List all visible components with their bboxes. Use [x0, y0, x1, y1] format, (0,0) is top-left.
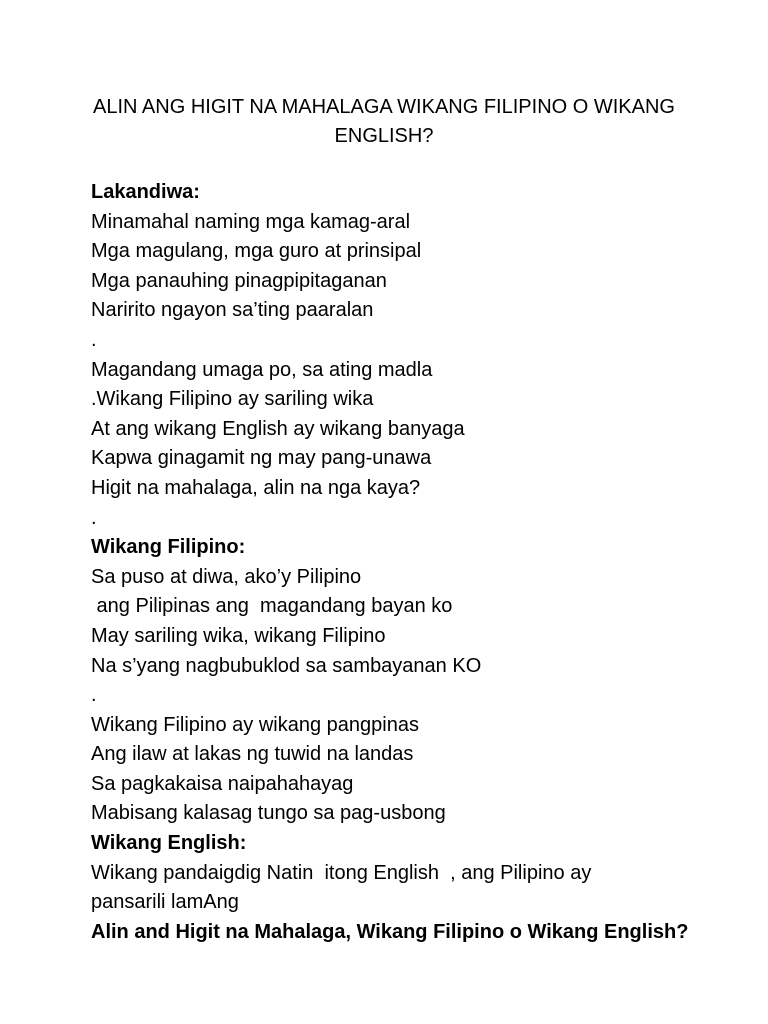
text-line: . [91, 506, 97, 529]
text-line: pansarili lamAng [91, 891, 239, 914]
text-line: Mga magulang, mga guro at prinsipal [91, 240, 422, 263]
text-line: Kapwa ginagamit ng may pang-unawa [91, 447, 432, 470]
text-line: Sa pagkakaisa naipahahayag [91, 772, 354, 795]
text-line: Mga panauhing pinagpipitaganan [91, 269, 387, 292]
text-line: Mabisang kalasag tungo sa pag-usbong [91, 802, 446, 825]
text-line: Wikang Filipino ay wikang pangpinas [91, 713, 419, 736]
text-line: Sa puso at diwa, ako’y Pilipino [91, 565, 362, 588]
text-line: ang Pilipinas ang magandang bayan ko [91, 595, 453, 618]
text-line: Na s’yang nagbubuklod sa sambayanan KO [91, 654, 482, 677]
text-line: Minamahal naming mga kamag-aral [91, 210, 411, 233]
section-heading: Lakandiwa: [91, 181, 200, 203]
section-heading: Wikang Filipino: [91, 536, 246, 559]
text-line: Ang ilaw at lakas ng tuwid na landas [91, 743, 414, 766]
text-line: Magandang umaga po, sa ating madla [91, 358, 433, 381]
document-body [91, 178, 731, 947]
text-line: Wikang pandaigdig Natin itong English , ang Pilipino ay [91, 861, 592, 884]
section-heading: Wikang English: [91, 832, 247, 855]
text-line: . [91, 684, 97, 707]
section-heading: Alin and Higit na Mahalaga, Wikang Filipino o Wikang English? [91, 920, 689, 943]
text-line: . [91, 328, 97, 351]
document-title: ALIN ANG HIGIT NA MAHALAGA WIKANG FILIPINO O WIKANG ENGLISH? [93, 96, 675, 147]
text-line: May sariling wika, wikang Filipino [91, 624, 386, 647]
text-line: At ang wikang English ay wikang banyaga [91, 417, 465, 440]
text-line: .Wikang Filipino ay sariling wika [91, 388, 374, 411]
text-line: Naririto ngayon sa’ting paaralan [91, 299, 374, 322]
text-line: Higit na mahalaga, alin na nga kaya? [91, 476, 421, 499]
